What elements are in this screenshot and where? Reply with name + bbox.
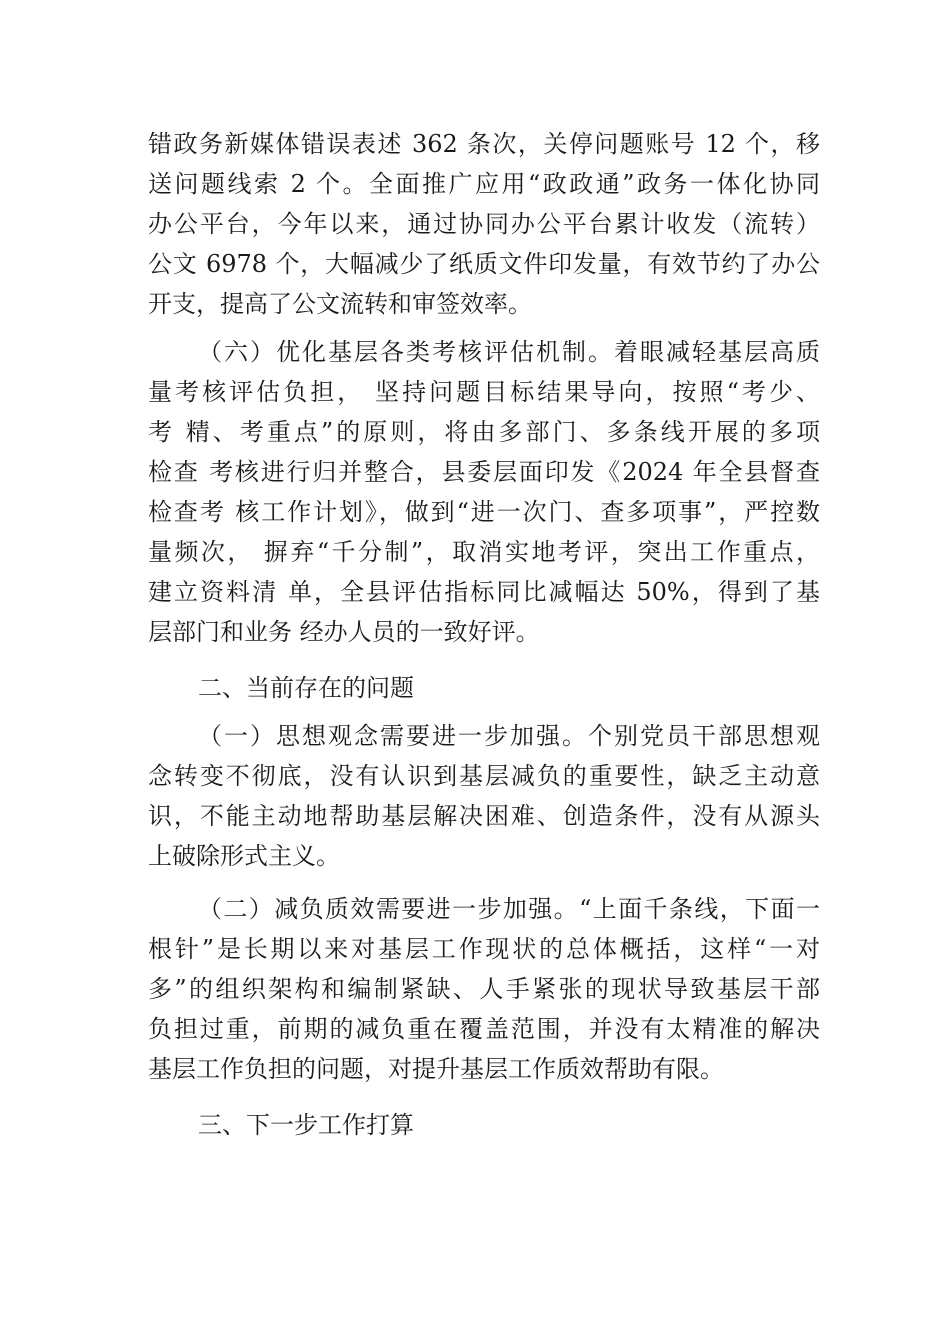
text-line: 层部门和业务 经办人员的一致好评。 <box>148 618 540 646</box>
text-line: （六）优化基层各类考核评估机制。着眼减轻基层高质 <box>198 338 820 366</box>
text-line: 念转变不彻底，没有认识到基层减负的重要性，缺乏主动意 <box>148 762 820 790</box>
section-heading: 三、下一步工作打算 <box>198 1111 414 1139</box>
text-line: 公文 6978 个，大幅减少了纸质文件印发量，有效节约了办公 <box>148 250 820 278</box>
paragraph-optimize-assessment <box>148 332 820 652</box>
text-line: 基层工作负担的问题，对提升基层工作质效帮助有限。 <box>148 1055 724 1083</box>
text-line: 考 精、考重点”的原则，将由多部门、多条线开展的多项 <box>148 418 820 446</box>
text-line: 根针”是长期以来对基层工作现状的总体概括，这样“一对 <box>148 935 820 963</box>
text-line: 开支，提高了公文流转和审签效率。 <box>148 290 532 318</box>
text-line: 检查 考核进行归并整合，县委层面印发《2024 年全县督查 <box>148 458 820 486</box>
text-line: 办公平台，今年以来，通过协同办公平台累计收发（流转） <box>148 210 820 238</box>
section-heading-next-steps <box>148 1105 820 1145</box>
text-line: 检查考 核工作计划》，做到“进一次门、查多项事”，严控数 <box>148 498 820 526</box>
text-line: （二）减负质效需要进一步加强。“上面千条线，下面一 <box>198 895 820 923</box>
paragraph-issue-ideology <box>148 716 820 876</box>
paragraph-issue-effectiveness <box>148 889 820 1089</box>
text-line: 错政务新媒体错误表述 362 条次，关停问题账号 12 个，移 <box>148 130 820 158</box>
section-heading: 二、当前存在的问题 <box>198 674 414 702</box>
text-line: 送问题线索 2 个。全面推广应用“政政通”政务一体化协同 <box>148 170 820 198</box>
paragraph-continued <box>148 124 820 324</box>
text-line: 上破除形式主义。 <box>148 842 340 870</box>
text-line: 多”的组织架构和编制紧缺、人手紧张的现状导致基层干部 <box>148 975 820 1003</box>
text-line: 量考核评估负担， 坚持问题目标结果导向，按照“考少、 <box>148 378 820 406</box>
section-heading-current-problems <box>148 668 820 708</box>
text-line: 量频次， 摒弃“千分制”，取消实地考评，突出工作重点， <box>148 538 820 566</box>
text-line: 建立资料清 单，全县评估指标同比减幅达 50%，得到了基 <box>148 578 820 606</box>
text-line: （一）思想观念需要进一步加强。个别党员干部思想观 <box>198 722 820 750</box>
text-line: 负担过重，前期的减负重在覆盖范围，并没有太精准的解决 <box>148 1015 820 1043</box>
page-body <box>148 124 820 1145</box>
text-line: 识，不能主动地帮助基层解决困难、创造条件，没有从源头 <box>148 802 820 830</box>
